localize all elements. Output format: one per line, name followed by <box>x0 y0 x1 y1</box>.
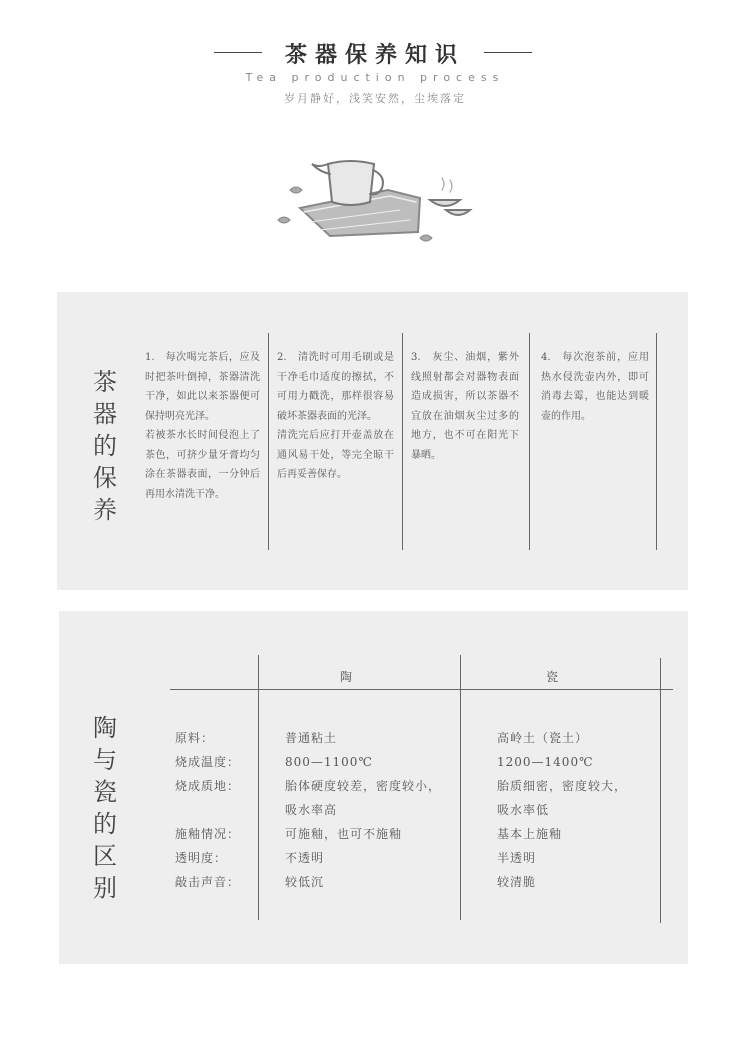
table-divider <box>660 658 661 923</box>
row-label: 原料： <box>175 731 215 745</box>
difference-side-char: 瓷 <box>93 778 117 806</box>
pottery-values <box>285 726 455 894</box>
row-label <box>175 798 255 822</box>
care-tip-3 <box>411 348 519 465</box>
table-divider <box>258 655 259 920</box>
pottery-value: 胎体硬度较差，密度较小， <box>285 779 442 793</box>
table-header-rule <box>170 689 673 690</box>
pottery-value: 可施釉，也可不施釉 <box>285 827 403 841</box>
care-side-char: 茶 <box>93 368 117 396</box>
care-tip-1 <box>145 348 260 504</box>
difference-side-char: 的 <box>93 810 117 838</box>
care-divider <box>402 333 403 550</box>
porcelain-value: 胎质细密，密度较大， <box>497 779 628 793</box>
pottery-value: 800—1100℃ <box>285 755 373 769</box>
porcelain-value: 半透明 <box>497 851 537 865</box>
care-side-title <box>90 366 120 526</box>
subtitle-english: Tea production process <box>245 71 505 84</box>
pottery-value: 不透明 <box>285 851 325 865</box>
porcelain-value: 较清脆 <box>497 875 537 889</box>
difference-side-char: 陶 <box>93 714 117 742</box>
pottery-value: 吸水率高 <box>285 803 338 817</box>
porcelain-value: 基本上施釉 <box>497 827 563 841</box>
care-divider <box>529 333 530 550</box>
difference-side-char: 别 <box>93 874 117 902</box>
care-tip-2 <box>277 348 394 485</box>
row-label: 施釉情况： <box>175 827 241 841</box>
care-side-char: 养 <box>93 496 117 524</box>
care-divider <box>268 333 269 550</box>
care-tip-4 <box>541 348 649 426</box>
difference-side-char: 区 <box>93 842 117 870</box>
table-divider <box>460 655 461 920</box>
care-tip-paragraph: 4. 每次泡茶前，应用热水侵洗壶内外，即可消毒去霉，也能达到暖壶的作用。 <box>541 352 649 422</box>
porcelain-value: 1200—1400℃ <box>497 755 594 769</box>
care-side-char: 器 <box>93 400 117 428</box>
difference-side-title <box>90 712 120 904</box>
porcelain-value: 吸水率低 <box>497 803 550 817</box>
row-label: 烧成温度： <box>175 755 241 769</box>
care-divider <box>656 333 657 550</box>
pottery-value: 普通粘土 <box>285 731 338 745</box>
care-side-char: 的 <box>93 432 117 460</box>
care-tip-paragraph: 若被茶水长时间侵泡上了茶色，可挤少量牙膏均匀涂在茶器表面，一分钟后再用水清洗干净。 <box>145 430 260 500</box>
page-title: 茶器保养知识 <box>284 42 465 68</box>
care-tip-paragraph: 3. 灰尘、油烟，紫外线照射都会对器物表面造成损害，所以茶器不宜放在油烟灰尘过多的地方，也不可在阳光下暴晒。 <box>411 352 519 461</box>
tea-set-illustration <box>270 150 485 250</box>
care-tip-paragraph: 1. 每次喝完茶后，应及时把茶叶倒掉，茶器清洗干净，如此以来茶器便可保持明亮光泽。 <box>145 352 260 422</box>
care-side-char: 保 <box>93 464 117 492</box>
row-labels <box>175 726 255 894</box>
porcelain-values <box>497 726 657 894</box>
row-label: 透明度： <box>175 851 228 865</box>
header-porcelain: 瓷 <box>546 670 559 684</box>
porcelain-value: 高岭土（瓷土） <box>497 731 589 745</box>
header-pottery: 陶 <box>340 670 353 684</box>
care-tip-paragraph: 2. 清洗时可用毛刷或是干净毛巾适度的擦拭，不可用力戳洗，那样很容易破坏茶器表面的光泽。 <box>277 352 394 422</box>
difference-side-char: 与 <box>93 746 117 774</box>
pottery-value: 较低沉 <box>285 875 325 889</box>
row-label: 敲击声音： <box>175 875 241 889</box>
subtitle-chinese: 岁月静好，浅笑安然，尘埃落定 <box>284 92 466 105</box>
care-tip-paragraph: 清洗完后应打开壶盖放在通风易干处，等完全晾干后再妥善保存。 <box>277 430 394 480</box>
row-label: 烧成质地： <box>175 779 241 793</box>
